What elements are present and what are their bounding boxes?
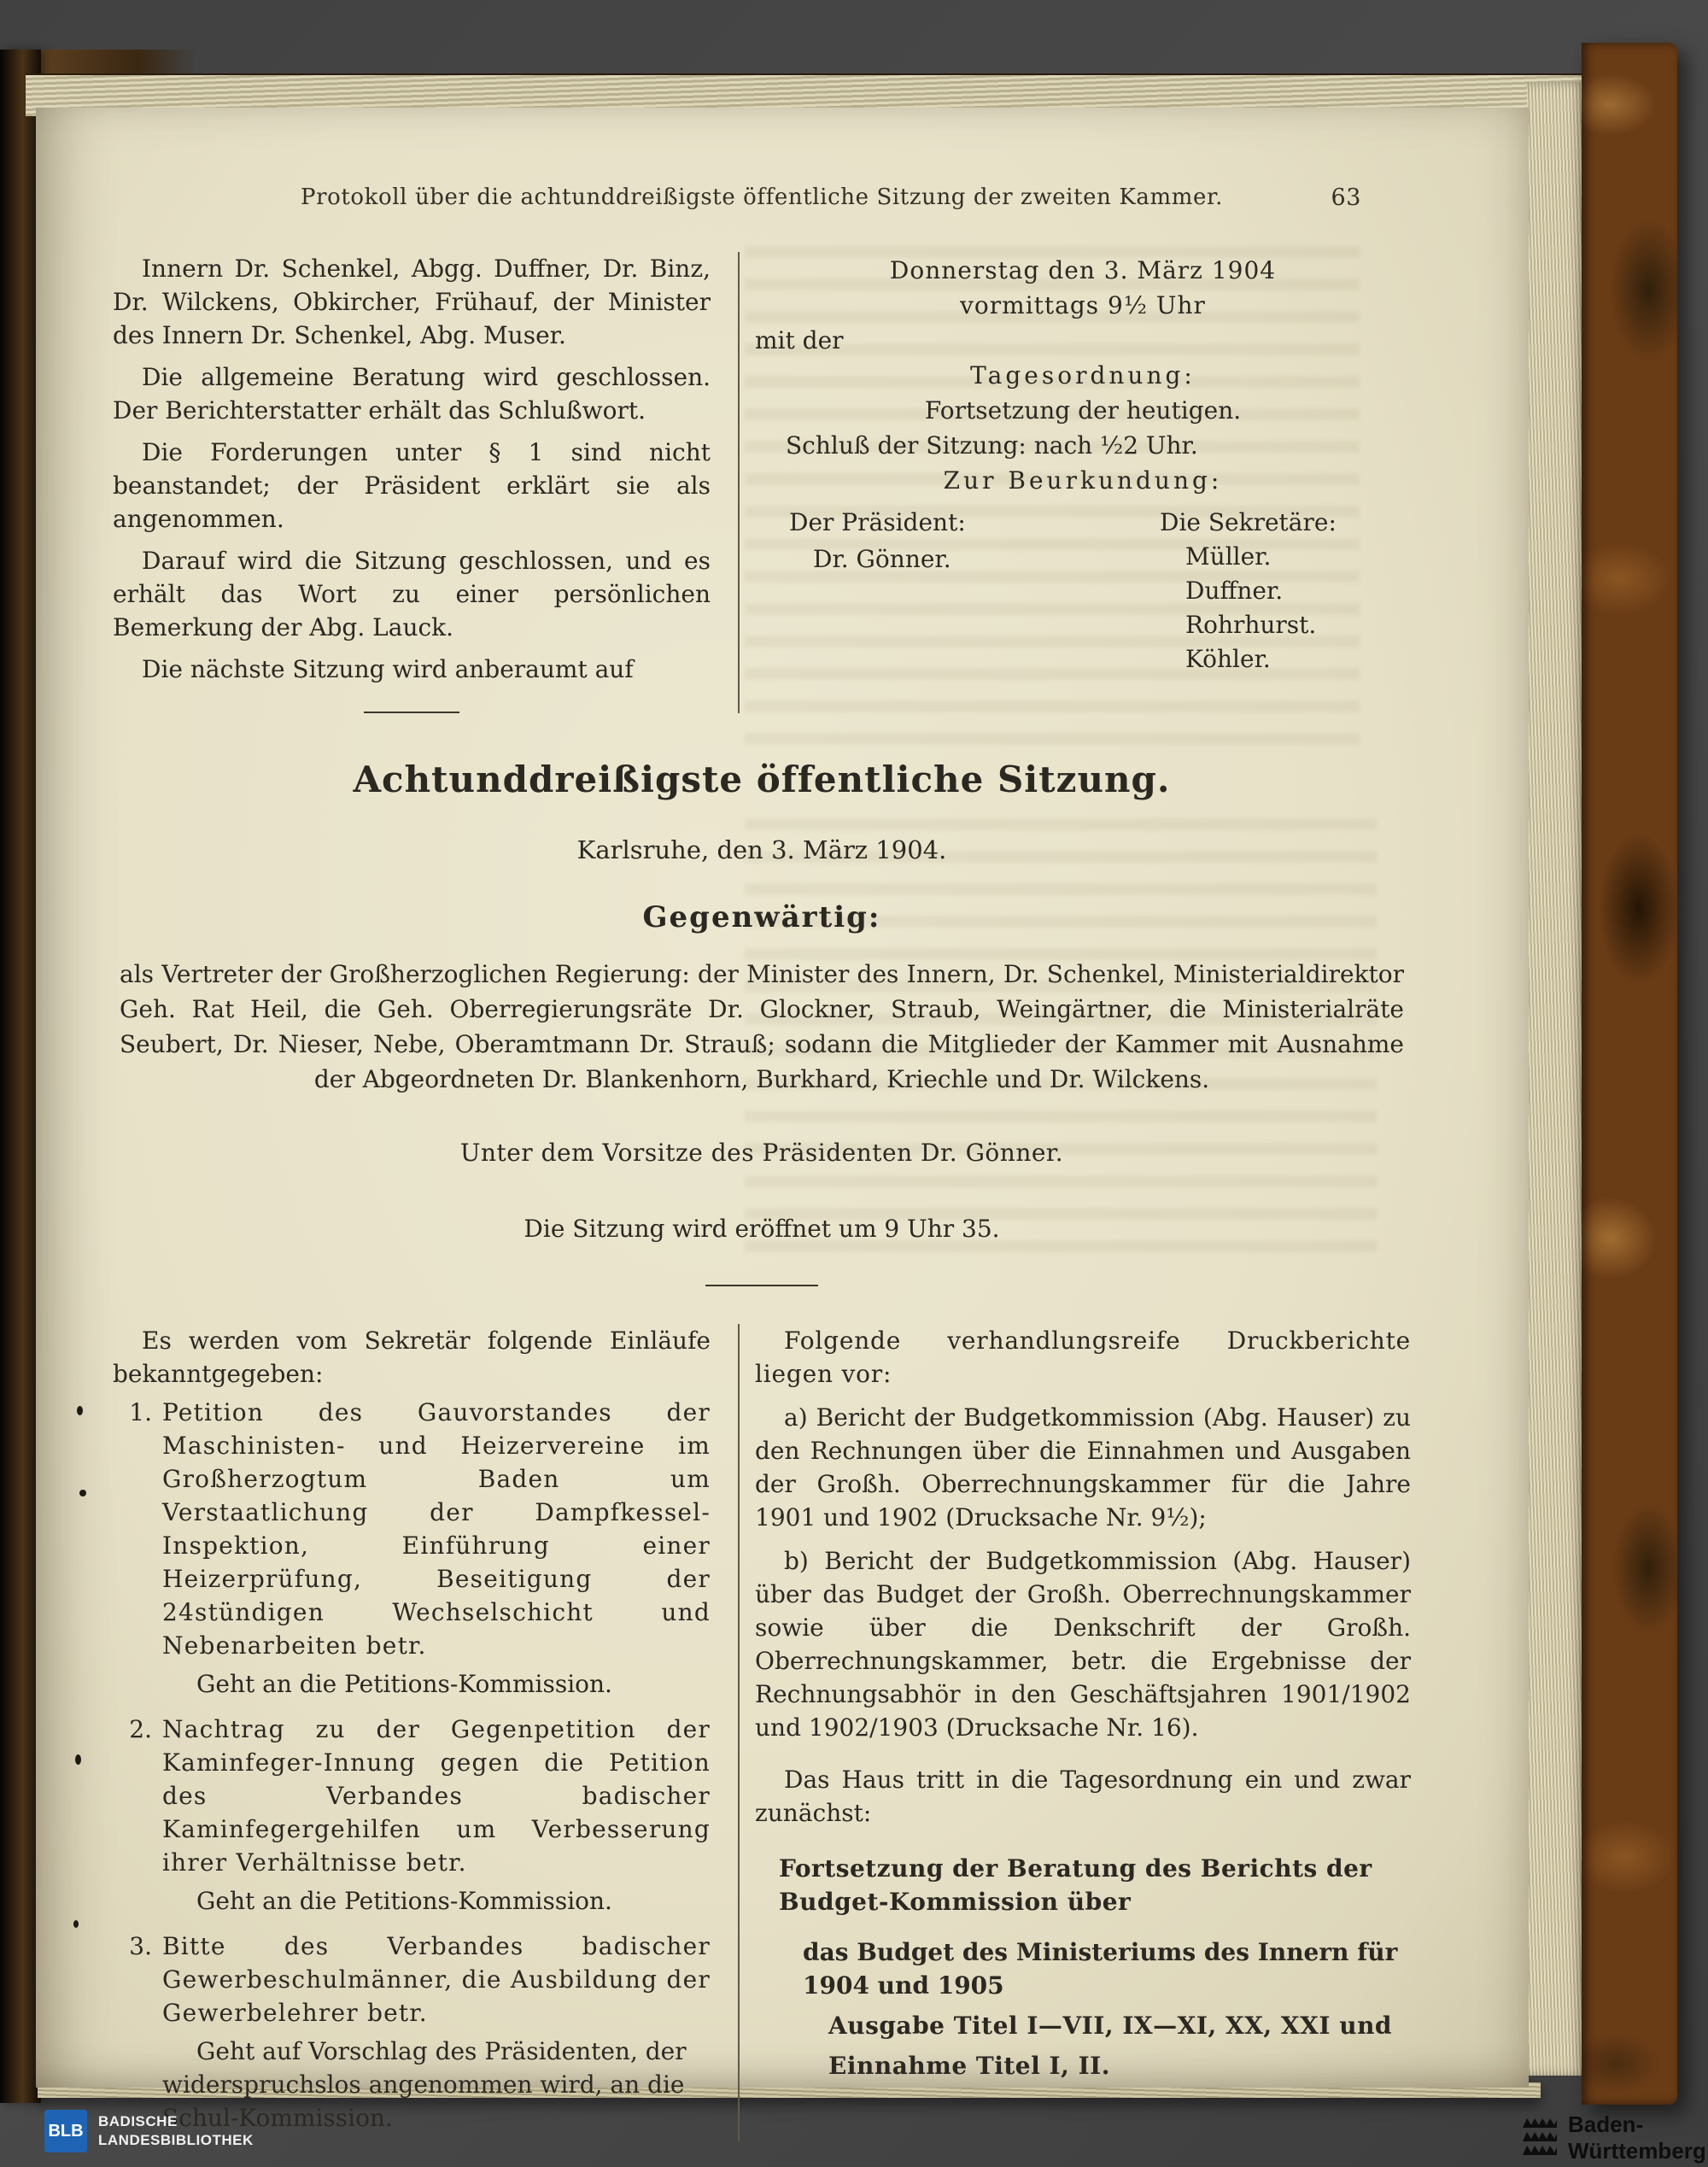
item-number: 1. [129, 1398, 152, 1426]
president-signature [755, 506, 1040, 676]
item-text: Bitte des Verbandes badischer Gewerbeschulmänner, die Ausbildung der Gewerbelehrer betr. [162, 1932, 711, 2027]
paragraph: Darauf wird die Sitzung geschlossen, und es erhält das Wort zu einer persönlichen Bemerkung der Abg. Lauck. [113, 547, 711, 641]
item-body [162, 1713, 711, 1924]
blb-logo-icon: BLB [44, 2110, 87, 2152]
running-head [113, 181, 1411, 214]
ink-speck [75, 1754, 81, 1765]
item-referral: Geht an die Petitions-Kommission. [196, 1670, 612, 1698]
section-end-rule [364, 712, 459, 713]
session-place-date: Karlsruhe, den 3. März 1904. [576, 835, 947, 864]
report-item-a: a) Bericht der Budgetkommission (Abg. Hauser) zu den Rechnungen über die Einnahmen und Ausgaben der Großh. Oberrechnungskammer für die Jahre 1901 und 1902 (Drucksache Nr. 9½); [755, 1403, 1411, 1532]
bottom-left-column [113, 1324, 711, 2141]
paragraph: Die allgemeine Beratung wird geschlossen. Der Berichterstatter erhält das Schlußwort. [113, 363, 711, 425]
incoming-intro: Es werden vom Sekretär folgende Einläufe bekanntgegeben: [113, 1327, 711, 1388]
president-name: Dr. Gönner. [813, 545, 951, 573]
blb-logo [44, 2110, 254, 2152]
bottom-columns [113, 1324, 1411, 2141]
item-referral: Geht auf Vorschlag des Präsidenten, der widerspruchslos angenommen wird, an die Schul-Kommission. [162, 2037, 687, 2132]
secretary-name: Duffner. [1185, 577, 1284, 605]
incoming-list [113, 1396, 711, 2141]
item-text: Petition des Gauvorstandes der Maschinisten- und Heizervereine im Großherzogtum Baden um Verstaatlichung der Dampfkessel-Inspektion, Einführung einer Heizerprüfung, Beseitigung der 24stündigen Wechselschicht und Nebenarbeiten betr. [162, 1398, 711, 1660]
top-left-column [113, 252, 711, 713]
agenda-title: Fortsetzung der Beratung des Berichts der Budget-Kommission über [779, 1854, 1372, 1916]
present-label: Gegenwärtig: [642, 900, 881, 934]
adjournment-mit-der: mit der [755, 326, 844, 354]
present-text: als Vertreter der Großherzoglichen Regierung: der Minister des Innern, Dr. Schenkel, Ministerialdirektor Geh. Rat Heil, die Geh. Oberregierungsräte Dr. Glockner, Straub, Weingärtner, die Ministerialräte Seubert, Dr. Nieser, Nebe, Oberamtmann Dr. Strauß; sodann die Mitglieder der Kammer mit Ausnahme der Abgeordneten Dr. Blankenhorn, Burkhard, Kriechle und Dr. Wilckens. [120, 960, 1404, 1093]
book-spine [0, 50, 41, 2103]
baden-wuerttemberg-label: Baden-Württemberg [1568, 2111, 1706, 2164]
paragraph: Die nächste Sitzung wird anberaumt auf [142, 655, 634, 683]
blb-name-line1: BADISCHE [98, 2112, 178, 2129]
item-number: 3. [129, 1932, 152, 1960]
baden-wuerttemberg-logo [1522, 2111, 1708, 2164]
secretary-name: Müller. [1185, 542, 1272, 571]
chair-line: Unter dem Vorsitze des Präsidenten Dr. Gönner. [459, 1139, 1064, 1167]
ink-speck [73, 1920, 79, 1928]
antlers-icon [1522, 2116, 1558, 2160]
agenda-label: Tagesordnung: [970, 361, 1196, 389]
item-text: Nachtrag zu der Gegenpetition der Kaminfeger-Innung gegen die Petition des Verbandes badischer Kaminfegergehilfen um Verbesserung ihrer Verhältnisse betr. [162, 1715, 711, 1877]
agenda-transition: Das Haus tritt in die Tagesordnung ein und zwar zunächst: [755, 1766, 1411, 1827]
blb-logo-text [98, 2112, 254, 2150]
running-head-title: Protokoll über die achtunddreißigste öffentliche Sitzung der zweiten Kammer. [300, 184, 1223, 210]
secretary-name: Rohrhurst. [1185, 611, 1317, 639]
top-right-column [740, 252, 1411, 713]
agenda-item: Fortsetzung der heutigen. [924, 396, 1242, 425]
president-label: Der Präsident: [789, 508, 966, 536]
opening-line: Die Sitzung wird eröffnet um 9 Uhr 35. [524, 1215, 1000, 1243]
bottom-right-column [740, 1324, 1411, 2141]
session-heading: Achtunddreißigste öffentliche Sitzung. [353, 758, 1171, 800]
list-item [113, 1396, 711, 1707]
ink-speck [77, 1406, 83, 1415]
agenda-subject: das Budget des Ministeriums des Innern für 1904 und 1905 [803, 1938, 1398, 2000]
page-stack-fore-edge [1527, 82, 1587, 2076]
secretary-name: Köhler. [1185, 645, 1271, 673]
agenda-revenue-titles: Einnahme Titel I, II. [828, 2052, 1111, 2080]
book-cover-marbled [1582, 43, 1677, 2105]
mid-rule [705, 1285, 818, 1286]
page-content [113, 181, 1411, 2141]
ink-speck [79, 1490, 86, 1496]
report-item-b: b) Bericht der Budgetkommission (Abg. Hauser) über das Budget der Großh. Oberrechnungskammer sowie über die Denkschrift der Großh. Oberrechnungskammer, betr. die Ergebnisse der Rechnungsabhör in den Geschäftsjahren 1901/1902 und 1902/1903 (Drucksache Nr. 16). [755, 1547, 1411, 1742]
list-item [113, 1713, 711, 1924]
item-number: 2. [129, 1715, 152, 1743]
item-body [162, 1396, 711, 1707]
page-number: 63 [1331, 184, 1361, 211]
attestation-label: Zur Beurkundung: [943, 466, 1223, 495]
agenda-expense-titles: Ausgabe Titel I—VII, IX—XI, XX, XXI und [828, 2012, 1392, 2040]
adjournment-date: Donnerstag den 3. März 1904 [889, 256, 1277, 284]
top-columns [113, 252, 1411, 713]
adjournment-time: vormittags 9½ Uhr [960, 291, 1206, 319]
reports-intro: Folgende verhandlungsreife Druckberichte liegen vor: [755, 1327, 1411, 1388]
secretaries-label: Die Sekretäre: [1160, 508, 1337, 536]
closing-time-line: Schluß der Sitzung: nach ½2 Uhr. [786, 431, 1198, 460]
signature-block [755, 506, 1411, 676]
secretaries-signature [1040, 506, 1411, 676]
paragraph: Die Forderungen unter § 1 sind nicht beanstandet; der Präsident erklärt sie als angenommen. [113, 438, 711, 533]
paragraph: Innern Dr. Schenkel, Abgg. Duffner, Dr. Binz, Dr. Wilckens, Obkircher, Frühauf, der Minister des Innern Dr. Schenkel, Abg. Muser. [113, 255, 711, 349]
blb-name-line2: LANDESBIBLIOTHEK [98, 2132, 254, 2148]
item-referral: Geht an die Petitions-Kommission. [196, 1887, 612, 1915]
